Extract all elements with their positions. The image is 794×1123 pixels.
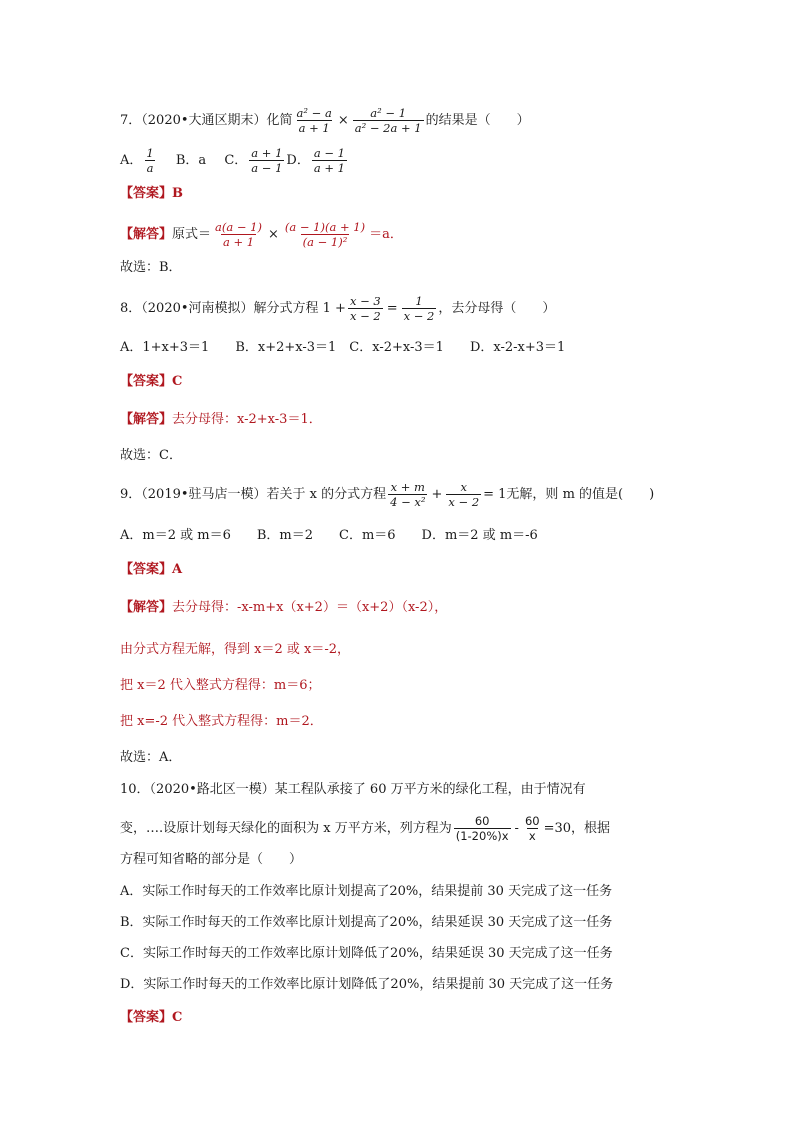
q7-stem: 7．（2020•大通区期末）化简 $\frac{\text{a² − a}}{a + 1}$ × $\frac{\text{a² − 1}}{\text{a² − 2a + 1}}$ 的结果是（ ） [120, 106, 530, 135]
q10-stem-line-1: 10．（2020•路北区一模）某工程队承接了 60 万平方米的绿化工程，由于情况有 [120, 782, 586, 797]
q10-fraction-2: $\frac{60}{x}$ [524, 814, 540, 843]
q8-answer: 【答案】C [120, 374, 183, 389]
q7-option-a: $\frac{1}{a}$ [146, 146, 154, 175]
q8-options: A．1+x+3＝1 B．x+2+x-3＝1 C．x-2+x-3＝1 D．x-2-x+3＝1 [120, 340, 566, 355]
q10-option-b: B．实际工作时每天的工作效率比原计划提高了20%，结果延误 30 天完成了这一任务 [120, 915, 613, 930]
q7-fraction-1: $\frac{\text{a² − a}}{a + 1}$ [296, 106, 332, 135]
q9-fraction-2: $\frac{x}{x - 2}$ [448, 480, 480, 509]
q10-stem-line-2: 变，….设原计划每天绿化的面积为 x 万平方米，列方程为 $\frac{60}{(1-20\%)x}$ - $\frac{60}{x}$ =30，根据 [120, 814, 611, 843]
q10-option-c: C．实际工作时每天的工作效率比原计划降低了20%，结果延误 30 天完成了这一任务 [120, 946, 613, 961]
q9-fraction-1: $\frac{x + m}{\text{4 − x²}}$ [390, 480, 426, 509]
q7-option-d: $\frac{a - 1}{a + 1}$ [313, 146, 345, 175]
q9-solution-line-2: 由分式方程无解，得到 x＝2 或 x＝-2， [120, 642, 350, 657]
q9-solution-line-3: 把 x＝2 代入整式方程得：m＝6； [120, 678, 321, 693]
q9-solution-line-4: 把 x=-2 代入整式方程得：m＝2． [120, 714, 323, 729]
q9-stem: 9．（2019•驻马店一模）若关于 x 的分式方程 $\frac{x + m}{\text{4 − x²}}$ + $\frac{x}{x - 2}$ = 1无解，则 m 的值是( ) [120, 480, 655, 509]
q7-fraction-2: $\frac{\text{a² − 1}}{\text{a² − 2a + 1}}$ [354, 106, 422, 135]
q7-solution-fraction-2: $\frac{(a - 1)(a + 1)}{\text{(a − 1)²}}$ [284, 220, 366, 249]
q8-choose: 故选：C． [120, 448, 182, 463]
q7-prefix: 7．（2020•大通区期末）化简 [120, 113, 293, 128]
q10-option-a: A．实际工作时每天的工作效率比原计划提高了20%，结果提前 30 天完成了这一任务 [120, 884, 613, 899]
q7-options: A． $\frac{1}{a}$ B．a C． $\frac{a + 1}{a - 1}$ D． $\frac{a - 1}{a + 1}$ [120, 146, 345, 175]
q7-option-b: B．a [175, 153, 207, 168]
q8-solution: 【解答】去分母得：x-2+x-3＝1． [120, 412, 322, 427]
q10-fraction-1: $\frac{60}{(1-20\%)x}$ [455, 814, 509, 843]
q10-option-d: D．实际工作时每天的工作效率比原计划降低了20%，结果提前 30 天完成了这一任务 [120, 977, 614, 992]
q7-choose: 故选：B． [120, 260, 182, 275]
q9-options: A．m＝2 或 m＝6 B．m＝2 C．m＝6 D．m＝2 或 m＝-6 [120, 528, 538, 543]
q7-option-c: $\frac{a + 1}{a - 1}$ [251, 146, 283, 175]
q9-choose: 故选：A． [120, 750, 182, 765]
q8-fraction-1: $\frac{x - 3}{x - 2}$ [349, 294, 381, 323]
q8-stem: 8．（2020•河南模拟）解分式方程 1 + $\frac{x - 3}{x - 2}$ = $\frac{1}{x - 2}$ ，去分母得（ ） [120, 294, 556, 323]
q9-answer: 【答案】A [120, 562, 183, 577]
q7-solution-fraction-1: $\frac{a(a - 1)}{a + 1}$ [215, 220, 262, 249]
q7-answer: 【答案】B [120, 186, 183, 201]
q8-fraction-2: $\frac{1}{x - 2}$ [403, 294, 435, 323]
q10-answer: 【答案】C [120, 1010, 183, 1025]
q9-solution: 【解答】去分母得：-x-m+x（x+2）＝（x+2）（x-2）， [120, 600, 448, 615]
q10-stem-line-3: 方程可知省略的部分是（ ） [120, 852, 303, 867]
q7-solution: 【解答】原式＝ $\frac{a(a - 1)}{a + 1}$ × $\frac{(a - 1)(a + 1)}{\text{(a − 1)²}}$ ＝a． [120, 220, 403, 249]
